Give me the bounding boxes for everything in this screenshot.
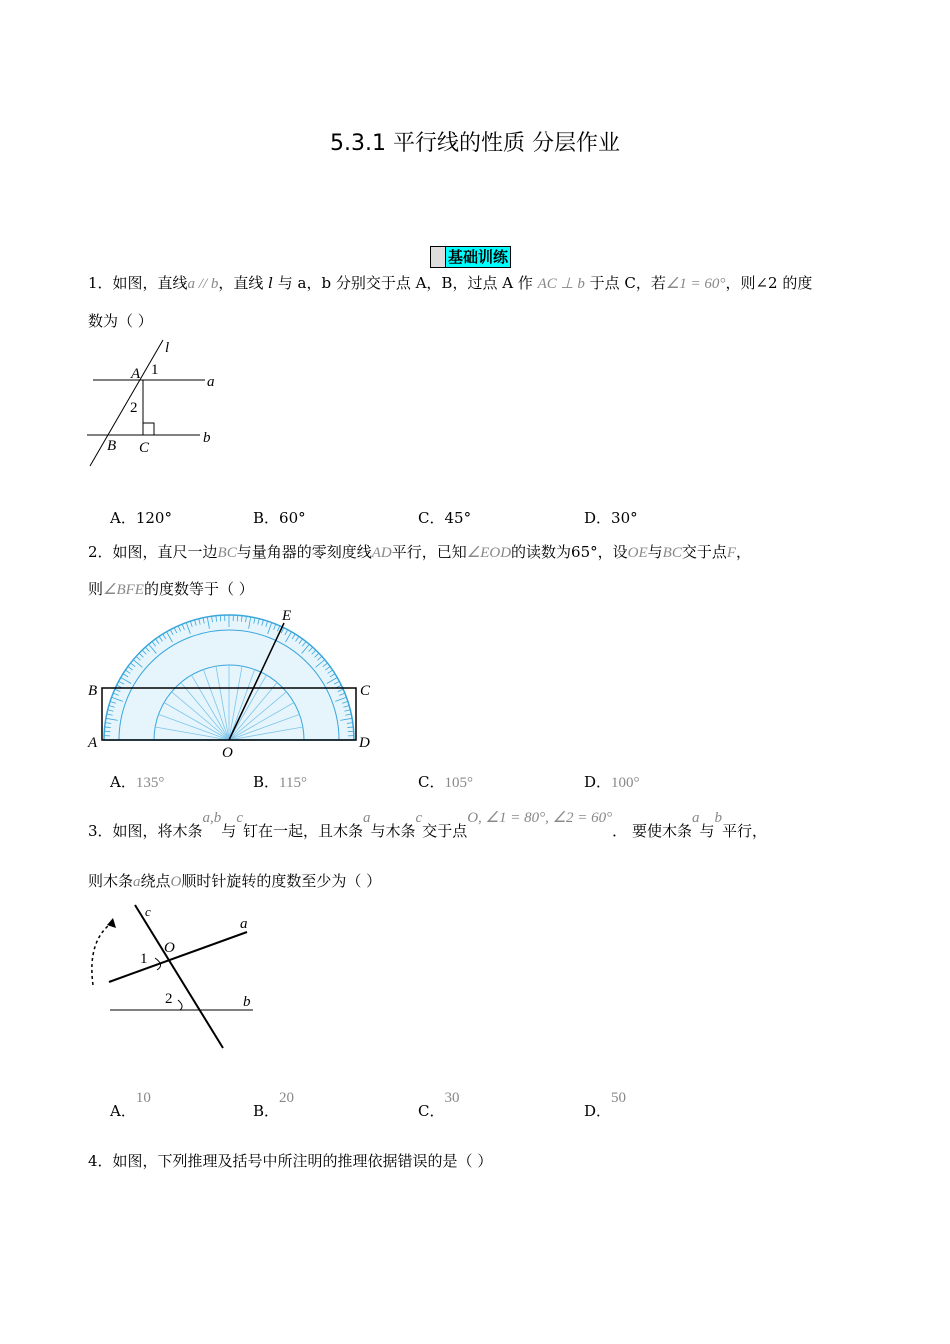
q3-option-a[interactable] — [110, 1090, 151, 1121]
text: 1．如图，直线 — [88, 274, 188, 292]
q3-option-c[interactable] — [418, 1090, 460, 1121]
math: c — [236, 810, 243, 826]
text: ，直线 — [218, 274, 269, 292]
option-label: B． — [253, 773, 280, 791]
label-A: A — [131, 366, 141, 382]
label-2: 2 — [130, 400, 138, 416]
math: a — [363, 810, 371, 826]
label-l: l — [165, 340, 170, 356]
option-label: A． — [110, 773, 136, 791]
label-B: B — [88, 683, 98, 699]
text: ， — [736, 543, 752, 561]
math: F — [726, 545, 737, 561]
option-value: 100° — [611, 775, 640, 791]
text: 与 — [221, 822, 237, 840]
label-E: E — [282, 608, 292, 624]
math: a — [691, 810, 700, 826]
label-2: 2 — [165, 991, 173, 1007]
label-b: b — [203, 430, 211, 446]
text: 则 — [88, 580, 104, 598]
q3-text-line2 — [88, 870, 381, 891]
label-O: O — [164, 940, 175, 956]
text: 与 — [647, 543, 663, 561]
text: ，设 — [597, 543, 628, 561]
section-header — [430, 246, 511, 268]
text: 交于点 — [422, 822, 468, 840]
protractor — [104, 615, 354, 740]
q4-text-line1: 4．如图，下列推理及括号中所注明的推理依据错误的是（ ） — [88, 1152, 493, 1170]
text: 顺时针旋转的度数至少为（ ） — [181, 872, 382, 890]
option-label: D． — [584, 1102, 612, 1120]
math: O — [170, 874, 182, 890]
q1-option-b[interactable]: B．60° — [253, 509, 306, 527]
math: ∠BFE — [103, 582, 144, 598]
q1-option-a[interactable]: A．120° — [110, 509, 172, 527]
q2-text-line1 — [88, 541, 751, 562]
q2-text-line2 — [88, 578, 254, 599]
q1-figure — [85, 338, 235, 468]
option-value: 10 — [135, 1090, 151, 1106]
label-a: a — [207, 374, 215, 390]
math: O, ∠1 = 80°, ∠2 = 60° — [467, 810, 613, 826]
text: 钉在一起，且木条 — [242, 822, 363, 840]
section-label: 基础训练 — [448, 248, 509, 266]
q3-option-b[interactable] — [253, 1090, 295, 1121]
q2-option-c[interactable] — [418, 771, 473, 792]
option-label: D． — [584, 773, 612, 791]
q2-option-b[interactable] — [253, 771, 307, 792]
label-B: B — [107, 438, 117, 454]
math: BC — [217, 545, 237, 561]
option-value: 20 — [279, 1090, 295, 1106]
math: 65° — [571, 543, 598, 561]
math: a,b — [202, 810, 222, 826]
math: AD — [371, 545, 392, 561]
text: 平行， — [721, 822, 767, 840]
option-label: A． — [110, 1102, 136, 1120]
text: 2．如图，直尺一边 — [88, 543, 218, 561]
option-value: 135° — [135, 775, 165, 791]
label-A: A — [88, 735, 98, 751]
label-c: c — [145, 904, 151, 919]
text: 与量角器的零刻度线 — [236, 543, 372, 561]
label-a: a — [240, 916, 248, 932]
option-label: C． — [418, 1102, 445, 1120]
option-value: 30 — [444, 1090, 460, 1106]
text: 与木条 — [370, 822, 416, 840]
q3-text-line1 — [88, 810, 767, 841]
q1-option-d[interactable]: D．30° — [584, 509, 638, 527]
math: BC — [662, 545, 682, 561]
math: ∠EOD — [466, 545, 512, 561]
label-1: 1 — [151, 362, 159, 378]
math: l — [268, 274, 273, 292]
page-title: 5.3.1 平行线的性质 分层作业 — [330, 131, 620, 156]
math: ∠1 = 60° — [665, 276, 726, 292]
text: 交于点 — [681, 543, 727, 561]
q3-figure — [85, 900, 265, 1055]
q1-text-line1 — [88, 272, 812, 293]
text: 与 a，b 分别交于点 A，B，过点 A 作 — [272, 274, 538, 292]
text: 3．如图，将木条 — [88, 822, 203, 840]
label-D: D — [359, 735, 370, 751]
text: 的读数为 — [511, 543, 572, 561]
text: ，则∠2 的度 — [725, 274, 813, 292]
text: 平行，已知 — [391, 543, 467, 561]
q1-option-c[interactable]: C．45° — [418, 509, 472, 527]
q2-option-a[interactable] — [110, 771, 164, 792]
math: AC ⊥ b — [537, 276, 585, 292]
math: OE — [627, 545, 648, 561]
text: 于点 C，若 — [584, 274, 666, 292]
text: 则木条 — [88, 872, 134, 890]
math: b — [714, 810, 722, 826]
label-b: b — [243, 994, 251, 1010]
label-1: 1 — [140, 951, 148, 967]
q2-option-d[interactable] — [584, 771, 640, 792]
math: a // b — [187, 276, 219, 292]
q1-text-line2: 数为（ ） — [88, 312, 153, 330]
option-label: B． — [253, 1102, 280, 1120]
section-box — [431, 247, 446, 267]
text: ． 要使木条 — [612, 822, 692, 840]
text: 的度数等于（ ） — [143, 580, 254, 598]
text: 绕点 — [140, 872, 171, 890]
label-C: C — [360, 683, 371, 699]
option-value: 115° — [279, 775, 307, 791]
math: c — [415, 810, 423, 826]
rotation-arrow — [92, 922, 113, 985]
label-O: O — [222, 745, 233, 760]
q2-figure — [84, 605, 384, 760]
option-value: 105° — [444, 775, 473, 791]
math: a — [133, 874, 141, 890]
q3-option-d[interactable] — [584, 1090, 627, 1121]
text: 与 — [699, 822, 715, 840]
option-value: 50 — [611, 1090, 627, 1106]
label-C: C — [139, 440, 150, 456]
option-label: C． — [418, 773, 445, 791]
